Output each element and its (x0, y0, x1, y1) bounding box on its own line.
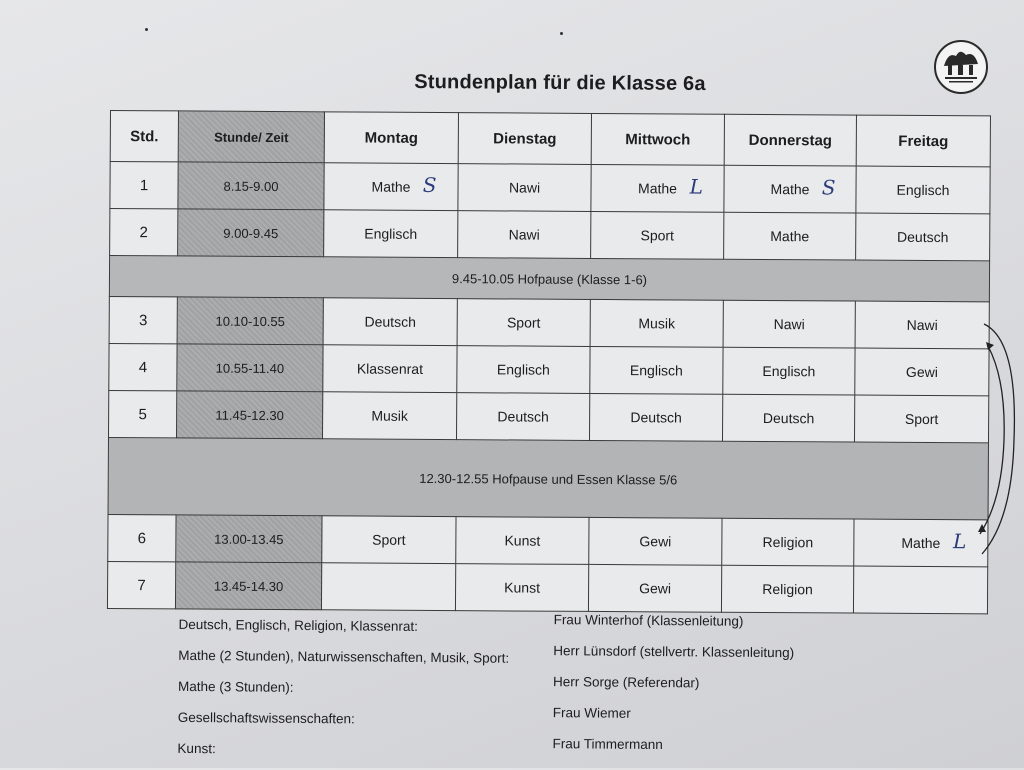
header-donnerstag: Donnerstag (724, 114, 856, 166)
lesson-subject-text: Englisch (364, 225, 418, 242)
lesson-subject-text: Sport (904, 410, 939, 428)
lesson-subject (762, 581, 813, 597)
lesson-subject (509, 179, 540, 195)
lesson-subject (497, 361, 550, 377)
lesson-subject (897, 182, 950, 198)
lesson-subject-text: Kunst (504, 532, 541, 549)
period-time: 8.15-9.00 (178, 162, 324, 210)
lesson-subject-text: Englisch (896, 181, 950, 199)
lesson-cell (721, 565, 853, 613)
lesson-subject-text: Nawi (906, 316, 938, 334)
lesson-cell (456, 393, 589, 441)
teacher-subjects: Mathe (2 Stunden), Naturwissenschaften, Musik, Sport: (178, 647, 510, 666)
lesson-cell (856, 213, 990, 261)
header-montag: Montag (324, 112, 458, 164)
period-time: 9.00-9.45 (178, 209, 324, 257)
header-std: Std. (110, 111, 178, 162)
lesson-cell (456, 517, 589, 565)
lesson-subject (507, 314, 541, 330)
lesson-subject-text: Deutsch (630, 409, 682, 426)
lesson-subject (497, 408, 548, 424)
lesson-cell (324, 210, 458, 258)
handwritten-mark: S (422, 172, 437, 197)
lesson-subject (630, 409, 681, 425)
teacher-subjects: Kunst: (177, 740, 216, 757)
lesson-subject (364, 226, 417, 242)
lesson-subject (639, 580, 671, 596)
lesson-cell (723, 347, 855, 395)
table-row (110, 209, 990, 261)
lesson-cell (324, 163, 458, 211)
lesson-cell (589, 393, 722, 441)
period-number: 3 (109, 296, 177, 343)
period-time: 13.45-14.30 (175, 562, 321, 610)
teacher-name: Frau Timmermann (552, 736, 663, 753)
lesson-subject-text: Klassenrat (356, 360, 424, 377)
period-number: 7 (107, 561, 175, 608)
lesson-cell (856, 166, 990, 214)
table-row (108, 514, 988, 566)
teacher-name: Frau Wiemer (552, 705, 631, 721)
lesson-subject-text: Musik (371, 407, 408, 424)
paper-speck (145, 28, 148, 31)
lesson-subject-text: Nawi (508, 179, 541, 196)
handwritten-mark: L (689, 174, 704, 199)
lesson-cell (588, 564, 721, 612)
lesson-subject (371, 172, 437, 197)
lesson-subject-text: Sport (640, 227, 675, 244)
lesson-subject (774, 316, 805, 332)
lesson-subject-text: Deutsch (897, 228, 949, 246)
lesson-cell (455, 564, 588, 612)
header-time: Stunde/ Zeit (178, 111, 324, 163)
lesson-subject-text: Englisch (629, 362, 683, 379)
paper-speck (560, 32, 563, 35)
lesson-subject (763, 534, 814, 550)
lesson-subject (770, 228, 809, 244)
lesson-subject (372, 532, 406, 548)
lesson-cell (854, 395, 988, 443)
timetable (107, 110, 990, 605)
teacher-row (177, 733, 897, 770)
period-time: 10.10-10.55 (177, 297, 323, 345)
break-row (109, 256, 989, 302)
lesson-subject-text: Deutsch (364, 313, 416, 330)
lesson-subject-text: Deutsch (497, 408, 549, 425)
lesson-subject-text: Mathe (371, 178, 411, 195)
lesson-cell (591, 164, 724, 212)
lesson-subject-text: Mathe (638, 180, 678, 197)
lesson-subject-text: Gewi (639, 580, 672, 597)
lesson-subject (640, 227, 674, 243)
lesson-cell (590, 299, 723, 347)
lesson-subject-text: Englisch (762, 362, 816, 380)
header-row (110, 111, 990, 167)
lesson-cell (321, 563, 455, 611)
lesson-subject-text: Mathe (770, 228, 810, 245)
lesson-subject-text: Nawi (508, 226, 540, 243)
lesson-cell (724, 212, 856, 260)
period-time: 10.55-11.40 (177, 344, 323, 392)
header-dienstag: Dienstag (458, 113, 591, 165)
school-logo-icon (934, 40, 988, 94)
lesson-subject (364, 314, 415, 330)
lesson-subject-text: Mathe (770, 181, 810, 198)
handwritten-swap-arrow-icon (970, 320, 1024, 580)
lesson-subject-text: Kunst (504, 579, 541, 596)
table-row (107, 561, 987, 613)
handwritten-mark: L (952, 529, 967, 554)
period-number: 6 (108, 514, 176, 561)
lesson-cell (457, 346, 590, 394)
teacher-name: Frau Winterhof (Klassenleitung) (553, 612, 744, 629)
lesson-cell (723, 300, 855, 348)
lesson-subject (630, 362, 683, 378)
lesson-subject-text: Religion (762, 580, 813, 598)
lesson-subject-text: Englisch (496, 361, 550, 378)
period-time: 11.45-12.30 (176, 391, 322, 439)
lesson-cell (589, 517, 722, 565)
lesson-subject-text: Mathe (901, 534, 941, 552)
lesson-cell (591, 211, 724, 259)
lesson-subject (762, 363, 815, 379)
lesson-cell (322, 392, 456, 440)
page-title: Stundenplan für die Klasse 6a (414, 70, 706, 96)
lesson-cell (590, 346, 723, 394)
lesson-cell (855, 348, 989, 396)
lesson-subject (639, 533, 671, 549)
lesson-subject (638, 315, 675, 331)
lesson-subject (763, 410, 814, 426)
lesson-subject (905, 411, 939, 427)
lesson-subject-text: Gewi (905, 363, 938, 381)
lesson-subject (504, 579, 540, 595)
teacher-name: Herr Sorge (Referendar) (553, 674, 700, 691)
lesson-subject (770, 175, 836, 200)
lesson-subject (907, 317, 938, 333)
lesson-subject-text: Nawi (773, 316, 805, 333)
lesson-subject (901, 529, 967, 554)
lesson-subject-text: Sport (372, 531, 406, 548)
lesson-cell (457, 299, 590, 347)
handwritten-mark: S (821, 175, 836, 200)
teacher-subjects: Deutsch, Englisch, Religion, Klassenrat: (178, 616, 418, 634)
lesson-subject-text: Gewi (639, 533, 672, 550)
table-row (109, 296, 989, 348)
lesson-subject (906, 364, 938, 380)
lesson-cell (323, 345, 457, 393)
period-number: 4 (109, 343, 177, 390)
lesson-subject (371, 408, 408, 424)
header-mittwoch: Mittwoch (591, 113, 724, 165)
break-row (108, 437, 988, 519)
period-number: 2 (110, 209, 178, 256)
lesson-cell (322, 516, 456, 564)
lesson-subject (504, 532, 540, 548)
lesson-cell (458, 211, 591, 259)
lesson-cell (854, 519, 988, 567)
period-number: 1 (110, 162, 178, 209)
lesson-subject (897, 229, 948, 245)
period-time: 13.00-13.45 (176, 515, 322, 563)
teacher-name: Herr Lünsdorf (stellvertr. Klassenleitung) (553, 643, 795, 661)
lesson-subject (638, 174, 704, 199)
lesson-subject-text: Religion (762, 533, 814, 551)
lesson-cell (853, 566, 987, 614)
teacher-subjects: Gesellschaftswissenschaften: (177, 709, 355, 727)
lesson-cell (323, 298, 457, 346)
lesson-subject (357, 361, 423, 377)
header-freitag: Freitag (856, 115, 990, 167)
table-row (109, 343, 989, 395)
table-row (110, 162, 990, 214)
break-label: 9.45-10.05 Hofpause (Klasse 1-6) (109, 256, 989, 302)
teacher-list (177, 609, 898, 770)
table-row (108, 390, 988, 442)
lesson-subject (509, 226, 540, 242)
lesson-subject-text: Musik (638, 315, 676, 332)
lesson-cell (722, 518, 854, 566)
break-label: 12.30-12.55 Hofpause und Essen Klasse 5/6 (108, 437, 988, 519)
lesson-cell (722, 394, 854, 442)
lesson-cell (724, 165, 856, 213)
teacher-subjects: Mathe (3 Stunden): (177, 678, 294, 695)
lesson-subject-text: Sport (506, 314, 541, 331)
lesson-subject-text: Deutsch (762, 409, 815, 427)
period-number: 5 (108, 390, 176, 437)
lesson-cell (458, 164, 591, 212)
